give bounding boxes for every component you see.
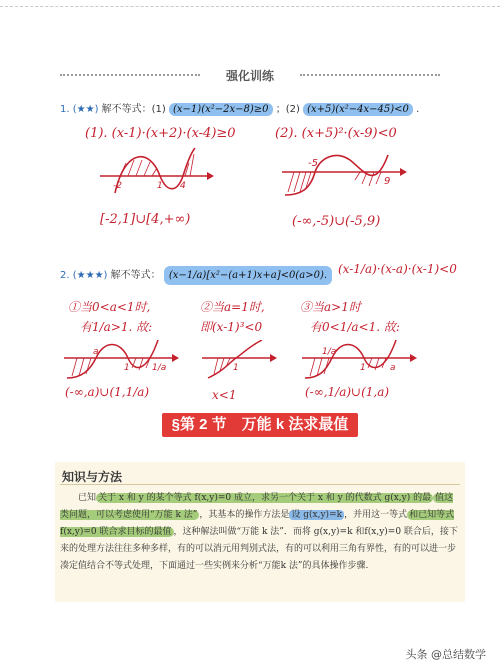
tick-label: 1/a [152, 363, 167, 373]
tick-label: -2 [113, 181, 122, 191]
equation-3: (x−1/a)[x²−(a+1)x+a]<0(a>0). [164, 266, 332, 285]
section-heading: 强化训练 [225, 69, 274, 83]
hw2-factored: (x-1/a)·(x-a)·(x-1)<0 [338, 262, 457, 276]
equation-2: (x+5)(x²−4x−45)<0 [303, 103, 413, 116]
problem-number: 1. [60, 104, 70, 115]
problem-mid: ；(2) [275, 104, 300, 115]
problem-lead: 解不等式：(1) [101, 104, 166, 115]
case-1-answer: (-∞,a)∪(1,1/a) [65, 385, 150, 399]
problem-1: 1. (★★) 解不等式：(1) (x−1)(x²−2x−8)≥0 ；(2) (x+5)(x²−4x−45)<0 . [60, 104, 420, 115]
problem-lead: 解不等式： [110, 270, 161, 281]
knowledge-text: 已知 关于 x 和 y 的某个等式 f(x,y)=0 成立，求另一个关于 x 和 y 的代数式 g(x,y) 的最 值这类问题，可以考虑使用“万能 k 法” ，其基本的操作方法是 设 g(x,y)=k ，并用这一等式 和已知等式 f(x,y)=0 联合求目标的最值 ，这种解法叫做“万能 k 法”．而将 g(x,y)=k 和f(x,y)=0 联合后，接下来的处理方法往往多种多样，有的可以消元用判别式法，有的可以利用三角有界性，有的可以进一步凑定值结合不等式处理，下面通过一些实例来分析“万能k 法”的具体操作步骤. [60, 493, 458, 571]
tick-label: 1 [360, 363, 366, 373]
tick-label: 1 [157, 181, 163, 191]
knowledge-divider [60, 484, 460, 485]
case-2-head: ②当a=1时, [200, 300, 265, 314]
knowledge-box-title: 知识与方法 [62, 470, 123, 484]
tick-label: a [390, 363, 396, 373]
problem-2 [60, 266, 332, 281]
footer-watermark: 头条 @总结数学 [405, 648, 486, 661]
section-banner: §第 2 节 万能 k 法求最值 [162, 413, 358, 437]
case-3-sub: 有0<1/a<1. 故: [310, 320, 400, 334]
hw1-left-eq: (1). (x-1)·(x+2)·(x-4)≥0 [85, 126, 236, 141]
hw1-right-answer: (-∞,-5)∪(-5,9) [292, 214, 381, 229]
tick-label: 4 [180, 181, 186, 191]
case-3-chart [300, 340, 420, 380]
hw1-left-answer: [-2,1]∪[4,+∞) [100, 212, 191, 227]
tick-label: 9 [384, 176, 391, 187]
tick-label: a [93, 347, 99, 357]
problem-number: 2. [60, 270, 70, 281]
case-2-answer: x<1 [212, 388, 237, 402]
case-1-chart [62, 340, 182, 380]
sign-chart-1 [95, 148, 215, 198]
case-2-chart [200, 340, 280, 380]
case-1-sub: 有1/a>1. 故: [80, 320, 153, 334]
case-3-answer: (-∞,1/a)∪(1,a) [305, 385, 390, 399]
divider-right [300, 74, 440, 76]
case-2-sub: 即(x-1)³<0 [200, 320, 263, 334]
equation-1: (x−1)(x²−2x−8)≥0 [169, 103, 273, 116]
difficulty-stars: (★★★) [72, 270, 108, 281]
difficulty-stars: (★★) [72, 104, 99, 115]
case-1-head: ①当0<a<1时, [68, 300, 151, 314]
tick-label: 1/a [322, 347, 337, 357]
tick-label: 1 [124, 363, 130, 373]
case-3-head: ③当a>1时 [300, 300, 361, 314]
hw1-right-eq: (2). (x+5)²·(x-9)<0 [275, 126, 397, 141]
tick-label: 1 [233, 363, 239, 373]
tick-label: -5 [308, 158, 318, 169]
sign-chart-2 [280, 150, 410, 200]
